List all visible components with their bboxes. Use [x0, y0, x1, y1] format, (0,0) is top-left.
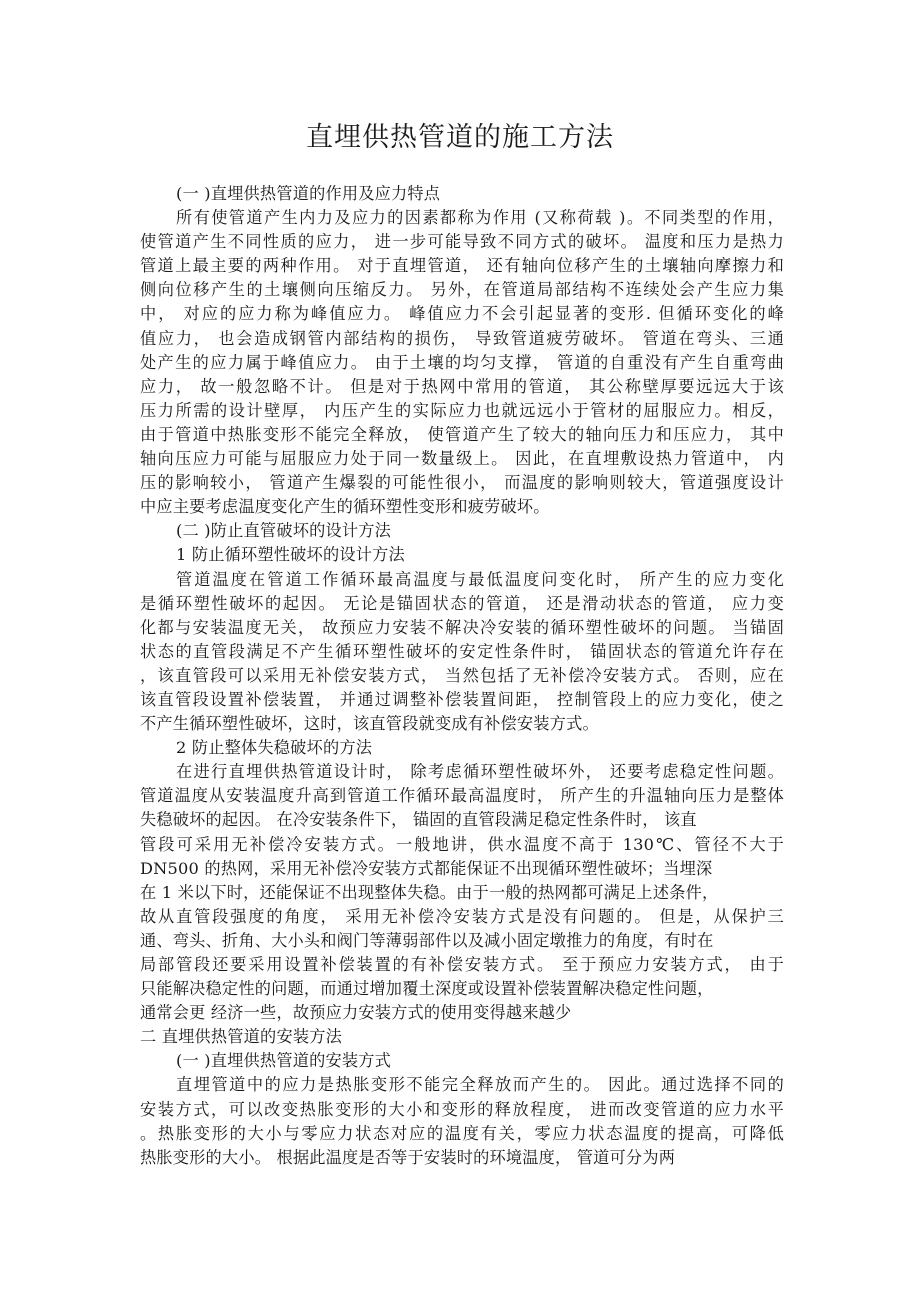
text-line: 状态的直管段满足不产生循环塑性破坏的安定性条件时， 锚固状态的管道允许存在 — [140, 641, 784, 661]
text-line: 热胀变形的大小。 根据此温度是否等于安装时的环境温度， 管道可分为两 — [140, 1147, 676, 1167]
text-line: 失稳破坏的起因。 在冷安装条件下， 锚固的直管段满足稳定性条件时， 该直 — [140, 810, 697, 830]
text-line: 在进行直埋供热管道设计时， 除考虑循环塑性破坏外， 还要考虑稳定性问题。 — [176, 762, 784, 782]
text-line: 中应主要考虑温度变化产生的循环塑性变形和疲劳破坏。 — [140, 497, 550, 517]
text-line: 轴向压应力可能与屈服应力处于同一数量级上。 因此，在直埋敷设热力管道中， 内 — [140, 449, 784, 469]
text-line: 使管道产生不同性质的应力， 进一步可能导致不同方式的破坏。 温度和压力是热力 — [140, 232, 784, 252]
text-line: 局部管段还要采用设置补偿装置的有补偿安装方式。 至于预应力安装方式， 由于 — [140, 955, 784, 974]
text-line: 。热胀变形的大小与零应力状态对应的温度有关，零应力状态温度的提高，可降低 — [140, 1123, 784, 1143]
page-title: 直埋供热管道的施工方法 — [306, 122, 614, 153]
text-line: 所有使管道产生内力及应力的因素都称为作用 (又称荷载 )。不同类型的作用， — [176, 208, 784, 228]
section-heading: (二 )防止直管破坏的设计方法 — [176, 521, 392, 541]
text-line: 安装方式，可以改变热胀变形的大小和变形的释放程度， 进而改变管道的应力水平 — [140, 1099, 784, 1119]
text-line: 处产生的应力属于峰值应力。 由于土壤的均匀支撑， 管道的自重没有产生自重弯曲 — [140, 352, 784, 372]
text-line: DN500 的热网，采用无补偿冷安装方式都能保证不出现循环塑性破坏；当埋深 — [140, 858, 713, 878]
text-line: 应力， 故一般忽略不计。 但是对于热网中常用的管道， 其公称壁厚要远远大于该 — [140, 376, 784, 396]
section-heading: (一 )直埋供热管道的安装方式 — [176, 1051, 392, 1071]
text-line: 故从直管段强度的角度， 采用无补偿冷安装方式是没有问题的。 但是，从保护三 — [140, 906, 784, 926]
section-heading: 二 直埋供热管道的安装方法 — [140, 1027, 342, 1047]
text-line: 该直管段设置补偿装置， 并通过调整补偿装置间距， 控制管段上的应力变化，使之 — [140, 689, 784, 709]
section-heading: 2 防止整体失稳破坏的方法 — [176, 738, 373, 758]
text-line: 侧向位移产生的土壤侧向压缩反力。 另外，在管道局部结构不连续处会产生应力集 — [140, 280, 784, 300]
text-line: 压力所需的设计壁厚， 内压产生的实际应力也就远远小于管材的屈服应力。相反， — [140, 400, 784, 420]
text-line: 值应力， 也会造成钢管内部结构的损伤， 导致管道疲劳破坏。 管道在弯头、三通 — [140, 328, 784, 348]
text-line: 管道温度在管道工作循环最高温度与最低温度问变化时， 所产生的应力变化 — [176, 569, 784, 589]
text-line: 直埋管道中的应力是热胀变形不能完全释放而产生的。 因此。通过选择不同的 — [176, 1075, 784, 1095]
text-line: 管道温度从安装温度升高到管道工作循环最高温度时， 所产生的升温轴向压力是整体 — [140, 786, 784, 806]
document-body — [140, 182, 784, 1170]
text-line: 管道上最主要的两种作用。 对于直埋管道， 还有轴向位移产生的土壤轴向摩擦力和 — [140, 256, 784, 276]
text-line: 化都与安装温度无关， 故预应力安装不解决冷安装的循环塑性破坏的问题。 当锚固 — [140, 617, 784, 637]
text-line: 由于管道中热胀变形不能完全释放， 使管道产生了较大的轴向压力和压应力， 其中 — [140, 424, 784, 444]
text-line: 在 1 米以下时，还能保证不出现整体失稳。由于一般的热网都可满足上述条件， — [140, 882, 719, 902]
text-line: 管段可采用无补偿冷安装方式。一般地讲，供水温度不高于 130℃、管径不大于 — [140, 834, 784, 854]
text-line: 压的影响较小， 管道产生爆裂的可能性很小， 而温度的影响则较大，管道强度设计 — [140, 473, 784, 493]
text-line: 只能解决稳定性的问题，而通过增加覆土深度或设置补偿装置解决稳定性问题， — [140, 979, 714, 999]
text-line: ，该直管段可以采用无补偿安装方式， 当然包括了无补偿冷安装方式。 否则，应在 — [140, 665, 784, 685]
section-heading: (一 )直埋供热管道的作用及应力特点 — [176, 184, 441, 203]
text-line: 中， 对应的应力称为峰值应力。 峰值应力不会引起显著的变形. 但循环变化的峰 — [140, 304, 784, 324]
text-line: 通、弯头、折角、大小头和阀门等薄弱部件以及减小固定墩推力的角度，有时在 — [140, 930, 714, 950]
section-heading: 1 防止循环塑性破坏的设计方法 — [176, 545, 405, 565]
text-line: 是循环塑性破坏的起因。 无论是锚固状态的管道， 还是滑动状态的管道， 应力变 — [140, 593, 784, 613]
text-line: 通常会更 经济一些，故预应力安装方式的使用变得越来越少 — [140, 1003, 572, 1023]
text-line: 不产生循环塑性破坏，这时，该直管段就变成有补偿安装方式。 — [140, 714, 599, 734]
